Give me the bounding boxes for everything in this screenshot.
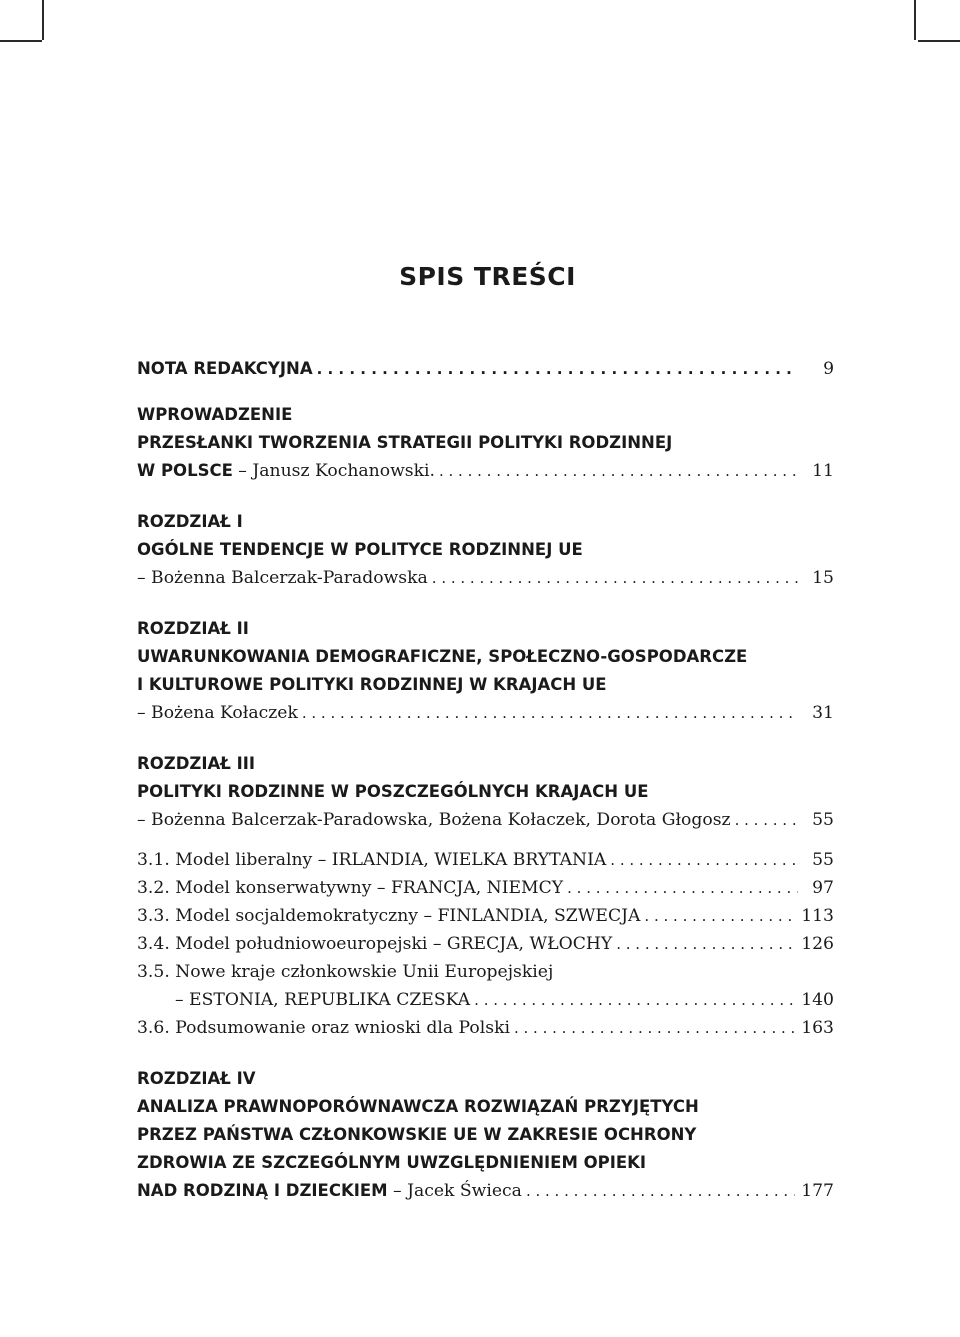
- entry-line: UWARUNKOWANIA DEMOGRAFICZNE, SPOŁECZNO-GOSPODARCZE: [137, 647, 748, 666]
- toc-subentry-3-2[interactable]: [137, 874, 834, 902]
- dot-leader: [432, 564, 798, 592]
- toc-subentry-3-5[interactable]: [137, 986, 834, 1014]
- page-number: 140: [801, 990, 834, 1010]
- toc-subentry-3-6[interactable]: [137, 1014, 834, 1042]
- crop-mark-top-left-horizontal: [0, 40, 42, 42]
- entry-line: ROZDZIAŁ II: [137, 619, 249, 638]
- subentry-label: 3.1. Model liberalny – IRLANDIA, WIELKA BRYTANIA: [137, 850, 607, 870]
- page-number: 163: [801, 1018, 834, 1038]
- toc-entry-rozdzial-2[interactable]: [137, 699, 834, 727]
- dot-leader: [644, 902, 795, 930]
- toc-entry-rozdzial-3[interactable]: [137, 806, 834, 834]
- entry-line: WPROWADZENIE: [137, 405, 293, 424]
- page-number: 97: [812, 878, 834, 898]
- entry-line: ROZDZIAŁ III: [137, 754, 256, 773]
- entry-author: – Jacek Świeca: [387, 1181, 522, 1201]
- toc-entry-rozdzial-4[interactable]: [137, 1177, 834, 1205]
- page-title: SPIS TREŚCI: [399, 262, 576, 291]
- toc-entry-rozdzial-1[interactable]: [137, 564, 834, 592]
- subentry-label: 3.6. Podsumowanie oraz wnioski dla Polski: [137, 1018, 510, 1038]
- toc-entry-nota[interactable]: [137, 355, 834, 383]
- entry-line: POLITYKI RODZINNE W POSZCZEGÓLNYCH KRAJACH UE: [137, 782, 649, 801]
- subentry-label: – ESTONIA, REPUBLIKA CZESKA: [175, 990, 471, 1010]
- entry-title: NAD RODZINĄ I DZIECKIEM: [137, 1181, 388, 1200]
- dot-leader: [514, 1014, 795, 1042]
- page-number: 11: [812, 461, 834, 481]
- entry-title: W POLSCE: [137, 461, 233, 480]
- page-number: 55: [812, 850, 834, 870]
- toc-entry-wprowadzenie[interactable]: [137, 457, 834, 485]
- page-number: 9: [823, 359, 834, 379]
- toc-subentry-3-3[interactable]: [137, 902, 834, 930]
- dot-leader: [610, 846, 798, 874]
- entry-line: I KULTUROWE POLITYKI RODZINNEJ W KRAJACH UE: [137, 675, 607, 694]
- page-number: 31: [812, 703, 834, 723]
- subentry-label: 3.2. Model konserwatywny – FRANCJA, NIEMCY: [137, 878, 564, 898]
- crop-mark-top-right-horizontal: [918, 40, 960, 42]
- entry-line: ZDROWIA ZE SZCZEGÓLNYM UWZGLĘDNIENIEM OPIEKI: [137, 1153, 647, 1172]
- entry-line: PRZEZ PAŃSTWA CZŁONKOWSKIE UE W ZAKRESIE OCHRONY: [137, 1125, 697, 1144]
- toc-subentry-3-4[interactable]: [137, 930, 834, 958]
- page-number: 177: [801, 1181, 834, 1201]
- table-of-contents: [137, 355, 834, 1205]
- crop-mark-top-left-vertical: [42, 0, 44, 40]
- subentry-label: 3.3. Model socjaldemokratyczny – FINLANDIA, SZWECJA: [137, 906, 641, 926]
- dot-leader: [616, 930, 795, 958]
- entry-line: ROZDZIAŁ I: [137, 512, 243, 531]
- entry-line: ANALIZA PRAWNOPORÓWNAWCZA ROZWIĄZAŃ PRZYJĘTYCH: [137, 1097, 699, 1116]
- page-number: 15: [812, 568, 834, 588]
- toc-subentry-3-1[interactable]: [137, 846, 834, 874]
- entry-author: – Bożenna Balcerzak-Paradowska, Bożena Kołaczek, Dorota Głogosz: [137, 810, 731, 830]
- entry-line: OGÓLNE TENDENCJE W POLITYCE RODZINNEJ UE: [137, 540, 583, 559]
- dot-leader: [474, 986, 795, 1014]
- subentry-label: 3.5. Nowe kraje członkowskie Unii Europejskiej: [137, 962, 554, 982]
- entry-line: PRZESŁANKI TWORZENIA STRATEGII POLITYKI RODZINNEJ: [137, 433, 673, 452]
- subentry-label: 3.4. Model południowoeuropejski – GRECJA, WŁOCHY: [137, 934, 613, 954]
- crop-mark-top-right-vertical: [914, 0, 916, 40]
- dot-leader: [439, 457, 798, 485]
- entry-author: – Bożena Kołaczek: [137, 703, 298, 723]
- page-number: 113: [801, 906, 834, 926]
- dot-leader: [526, 1177, 795, 1205]
- dot-leader: [735, 806, 798, 834]
- dot-leader: [317, 355, 798, 383]
- entry-title: NOTA REDAKCYJNA: [137, 359, 313, 378]
- entry-line: ROZDZIAŁ IV: [137, 1069, 256, 1088]
- dot-leader: [567, 874, 798, 902]
- entry-author: – Bożenna Balcerzak-Paradowska: [137, 568, 428, 588]
- entry-line: [137, 958, 834, 986]
- page-number: 126: [801, 934, 834, 954]
- entry-author: – Janusz Kochanowski.: [232, 461, 435, 481]
- page-number: 55: [812, 810, 834, 830]
- dot-leader: [302, 699, 798, 727]
